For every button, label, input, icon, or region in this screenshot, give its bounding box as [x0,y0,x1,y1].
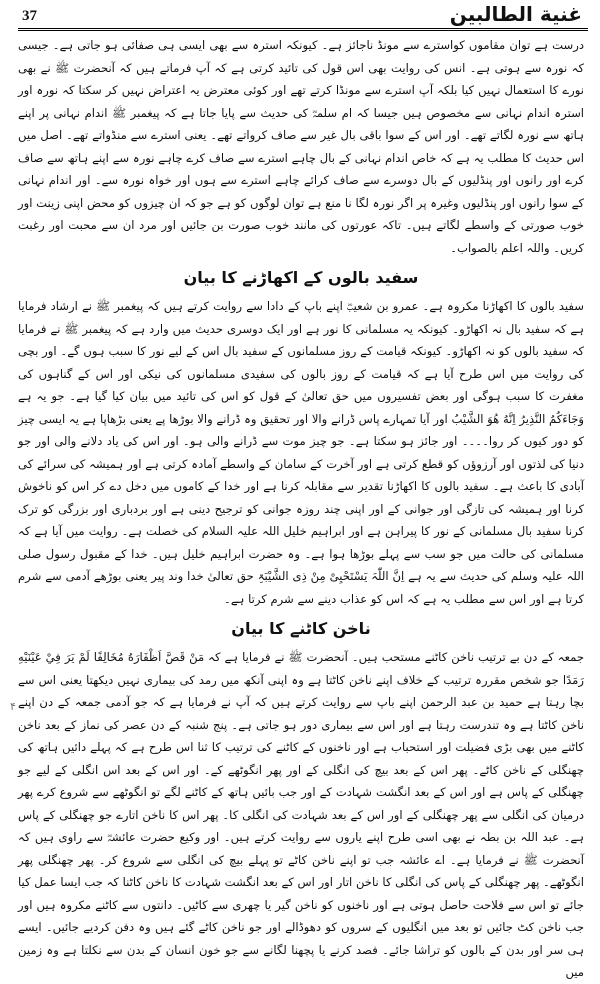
paragraph: سفید بالوں کا اکھاڑنا مکروہ ہے۔ عمرو بن شعیبؓ اپنے باپ کے دادا سے روایت کرتے ہیں کہ پیغمبر ﷺ نے ارشاد فرمایا ہے کہ سفید بال نہ اکھاڑو۔ کیونکہ یہ مسلمانی کا نور ہے اور ایک دوسری حدیث میں وارد ہے کہ پیغمبر ﷺ نے فرمایا کہ سفید بالوں کو نہ اکھاڑو۔ کیونکہ قیامت کے روز مسلمانوں کے سفید بال اس کے لیے نور کا سبب ہوں گے۔ اور بچی کی روایت میں اس طرح آیا ہے کہ قیامت کے روز بالوں کی سفیدی مسلمانوں کی نیکی اور اس کے گناہوں کی مغفرت کا سبب ہوگی اور بعض تفسیروں میں حق تعالیٰ کے قول کو اس کی تائید میں بیان کیا گیا ہے۔ جو یہ ہے وَجَاءَكُمُ النَّذِيرُ اِنَّهُ هُوَ الشَّيْبُ اور آیا تمہارے پاس ڈرانے والا اور تحقیق وہ ڈرانے والا بوڑھا پے یعنی بڑھاپا ہے یہ ایسی چیز کو دور کیوں کر روا۔۔۔۔ اور جائز ہو سکتا ہے۔ جو چیز موت سے ڈرانے والی ہو۔ اور اس کی یاد دلانے والی اور جو دنیا کی لذتوں اور آرزوؤں کو قطع کرتی ہے اور آخرت کے سامان کے واسطے آمادہ کرتی ہے اور ہمیشہ کی سرائے کی آبادی کا باعث ہے۔ سفید بالوں کا اکھاڑنا تقدیر سے مقابلہ کرنا ہے اور خدا کے کاموں میں دخل دے کر اس کو ناخوش کرنا اور ہمیشہ کی تازگی اور جوانی کے اور اپنی چند روزہ جوانی کو ترجیح دینی ہے اور بردباری اور بزرگی کو ترک کرنا سفید بال مسلمانی کے نور کا پیراہن ہے اور ابراہیم خلیل اللہ علیہ السلام کی خصلت ہے۔ روایت میں آیا ہے کہ مسلمانی کی حالت میں جو سب سے پہلے بوڑھا ہوا ہے۔ وہ حضرت ابراہیم خلیل ہیں۔ خدا کے مقبول رسول صلی اللہ علیہ وسلم کی حدیث سے یہ ہے اِنَّ اللّٰہَ یَسْتَحْیِیْ مِنْ ذِی الشَّیْبَۃِ حق تعالیٰ خدا وند پیر یعنی بوڑھے آدمی سے شرم کرتا ہے اور اس سے مطلب یہ ہے کہ اس کو عذاب دینے سے شرم کرتا ہے۔ [18,299,584,606]
section-heading: ناخن کاٹنے کا بیان [231,619,371,638]
paragraph: درست ہے توان مقاموں کواسترے سے مونڈ ناجائز ہے۔ کیونکہ استرہ سے بھی ایسی ہی صفائی ہو جاتی ہے۔ جیسی کہ نورہ سے ہوتی ہے۔ انس کی روایت بھی اس قول کی تائید کرتی ہے کہ آپ فرماتے ہیں کہ آنحضرت ﷺ نے بھی نورے کا استعمال نہیں کیا بلکہ آپ استرے سے مونڈا کرتے تھے اور کوئی معترض یہ اعتراض نہیں کر سکتا کہ نورہ اور استرہ اندام نہانی سے مخصوص ہیں جیسا کہ ام سلمہؓ کی حدیث سے پایا جاتا ہے کہ پیغمبر ﷺ اندام نہانی پر اپنے ہاتھ سے نورہ لگاتے تھے۔ اور اس کے سوا باقی بال غیر سے صاف کرواتے تھے۔ یعنی استرے سے منڈواتے تھے۔ اصل میں اس حدیث کا مطلب یہ ہے کہ خاص اندام نہانی کے بال چاہے استرے سے صاف کرے چاہے نورہ سے اپنے ہاتھ سے صاف کرے اور رانوں اور پنڈلیوں کے بال دوسرے سے صاف کرائے چاہے استرے سے ہوں اور خواہ نورہ سے۔ اور اندام نہانی کے سوا رانوں اور پنڈلیوں وغیرہ پر اگر نورہ لگا نا منع ہے توان لوگوں کو ہے جو کہ ان چیزوں کو محض اپنی زینت اور خوب صورتی کے واسطے لگاتے ہیں۔ تاکہ عورتوں کی مانند خوب صورت بن جائیں اور مرد ان سے محبت اور رغبت کریں۔ واللہ اعلم بالصواب۔ [18,38,584,255]
section-heading: سفید بالوں کے اکھاڑنے کا بیان [183,268,419,287]
margin-mark: ۴ [10,700,16,713]
page-title: غنیة الطالبین [449,2,582,26]
paragraph: جمعہ کے دن بے ترتیب ناخن کاٹنے مستحب ہیں۔ آنحضرت ﷺ نے فرمایا ہے کہ مَنْ قَصَّ اَظْفَارَهُ مُخَالِفًا لَمْ يَرَ فِيْ عَيْنَيْهِ رَمَدًا جو شخص مقررہ ترتیب کے خلاف اپنے ناخن کاٹتا ہے وہ اپنی آنکھ میں رمد کی بیماری نہیں دیکھتا یعنی اس سے بچا رہتا ہے حمید بن عبد الرحمن اپنے باپ سے روایت کرتے ہیں کہ آپ نے فرمایا ہے کہ جو آدمی جمعہ کے دن اپنے ناخن کاٹتا ہے وہ تندرست رہتا ہے اور اس سے بیماری دور ہو جاتی ہے۔ پنج شنبہ کے دن عصر کی نماز کے بعد ناخن کاٹنے میں بھی بڑی فضیلت اور استحباب ہے اور ناخنوں کے کاٹنے کی ترتیب کا ثنا اس طرح ہے کہ پہلے دائیں ہاتھ کی چھنگلی کے ناخن کاٹے۔ پھر اس کے بعد بیچ کی انگلی کے اور پھر انگوٹھے کے۔ اور اس کے بعد اس انگلی کے لیے جو چھنگلی کے پاس ہے اور اس کے بعد انگشت شہادت کے اور جب بائیں ہاتھ کے کاٹنے لگے تو انگوٹھے سے شروع کرے پھر درمیان کی انگلی سے پھر چھنگلی کے اور اس کے بعد شہادت کی انگلی کا۔ پھر اس کا ناخن اتارے جو چھنگلی کے پاس ہے۔ عبد اللہ بن بطہ نے بھی اسی طرح اپنے یاروں سے روایت کرتے ہیں۔ اور وکیع حضرت عائشہؓ سے راوی ہیں کہ آنحضرت ﷺ نے فرمایا ہے۔ اے عائشہ جب تو اپنے ناخن کاٹے تو پہلے بیچ کی انگلی سے شروع کر۔ پھر چھنگلی پھر انگوٹھے۔ پھر چھنگلی کے پاس کی انگلی کا ناخن اتار اور اس کے بعد انگشت شہادت کا ناخن کاٹنا کہ جب ایسا عمل کیا جائے تو اس سے فلاحت حاصل ہوتی ہے اور ناخنوں کو ناخن گیر یا چھری سے کاٹیں۔ دانتوں سے کاٹنے مکروہ ہیں اور جب ناخن کٹ جائیں تو بعد میں انگلیوں کے سروں کو دھوڈالے اور جو ناخن کاٹے گئے ہیں وہ دفن کردیے جائیں۔ ایسے ہی سر اور بدن کے بالوں کو تراشا جائے۔ فصد کرنے یا پچھنا لگانے سے جو خون انسان کے بدن سے نکلتا ہے وہ زمین میں [18,650,584,979]
header-rule [18,28,588,31]
body-text [18,34,584,984]
page-number: 37 [22,8,37,24]
